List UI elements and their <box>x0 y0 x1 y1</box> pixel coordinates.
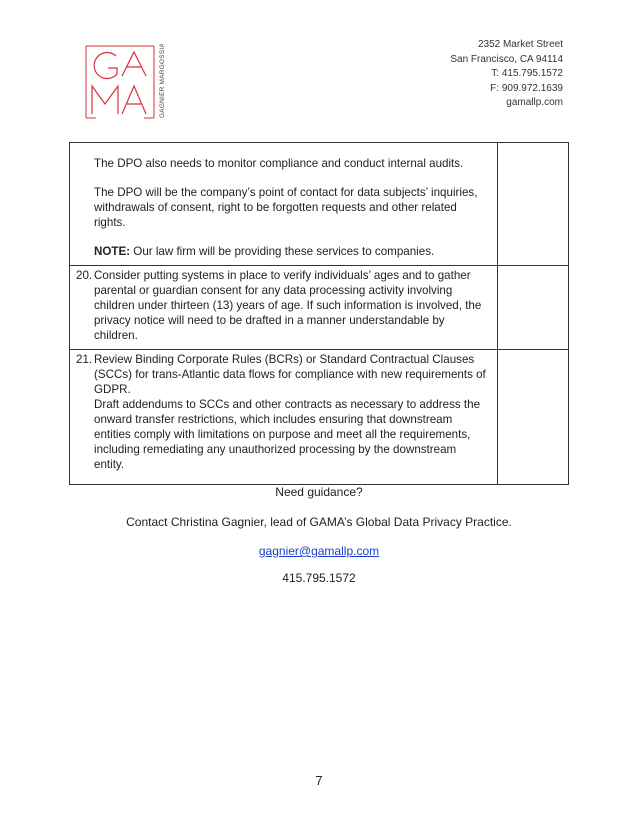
firm-address <box>450 38 563 111</box>
item-cell <box>70 143 498 266</box>
table-row <box>70 350 569 485</box>
checklist-table <box>69 142 569 485</box>
logo-side-text: GAGNIER MARGOSSIAN <box>159 44 166 118</box>
guidance-title: Need guidance? <box>275 485 363 499</box>
gama-logo-mark <box>84 44 194 120</box>
address-website: gamallp.com <box>506 97 563 109</box>
guidance-contact: Contact Christina Gagnier, lead of GAMA’s Global Data Privacy Practice. <box>126 515 512 529</box>
note-text: Our law firm will be providing these services to companies. <box>130 245 435 258</box>
note-paragraph <box>94 244 489 259</box>
status-cell[interactable] <box>498 350 569 485</box>
item-text: The DPO also needs to monitor compliance and conduct internal audits. <box>94 157 464 170</box>
item-text: Consider putting systems in place to verify individuals’ ages and to gather parental or guardian consent for any data processing activity involving children under thirteen (13) years of age. If such information is involved, the privacy notice will need to be drafted in a manner understandable by children. <box>94 269 482 342</box>
gama-logo <box>84 44 194 120</box>
address-phone: T: 415.795.1572 <box>491 68 563 80</box>
item-number: 20. <box>76 269 93 282</box>
table-row <box>70 143 569 266</box>
item-cell <box>70 266 498 350</box>
item-text: Draft addendums to SCCs and other contracts as necessary to address the onward transfer restrictions, which includes ensuring that downstream entities comply with limitations on purpose and meet all the requirements, including remediating any unauthorized processing by the downstream entity. <box>94 398 481 471</box>
note-label: NOTE: <box>94 245 131 258</box>
page-number: 7 <box>315 773 323 788</box>
item-text: The DPO will be the company’s point of contact for data subjects’ inquiries, withdrawals of consent, right to be forgotten requests and other related rights. <box>94 186 478 229</box>
status-cell[interactable] <box>498 266 569 350</box>
address-fax: F: 909.972.1639 <box>490 82 563 94</box>
item-text: Review Binding Corporate Rules (BCRs) or Standard Contractual Clauses (SCCs) for trans-Atlantic data flows for compliance with new requirements of GDPR. <box>94 353 486 396</box>
address-city: San Francisco, CA 94114 <box>450 53 563 65</box>
table-row <box>70 266 569 350</box>
status-cell[interactable] <box>498 143 569 266</box>
guidance-email-link[interactable]: gagnier@gamallp.com <box>258 544 380 558</box>
item-number: 21. <box>76 353 93 366</box>
address-street: 2352 Market Street <box>477 39 563 50</box>
guidance-phone: 415.795.1572 <box>282 571 356 585</box>
item-cell <box>70 350 498 485</box>
